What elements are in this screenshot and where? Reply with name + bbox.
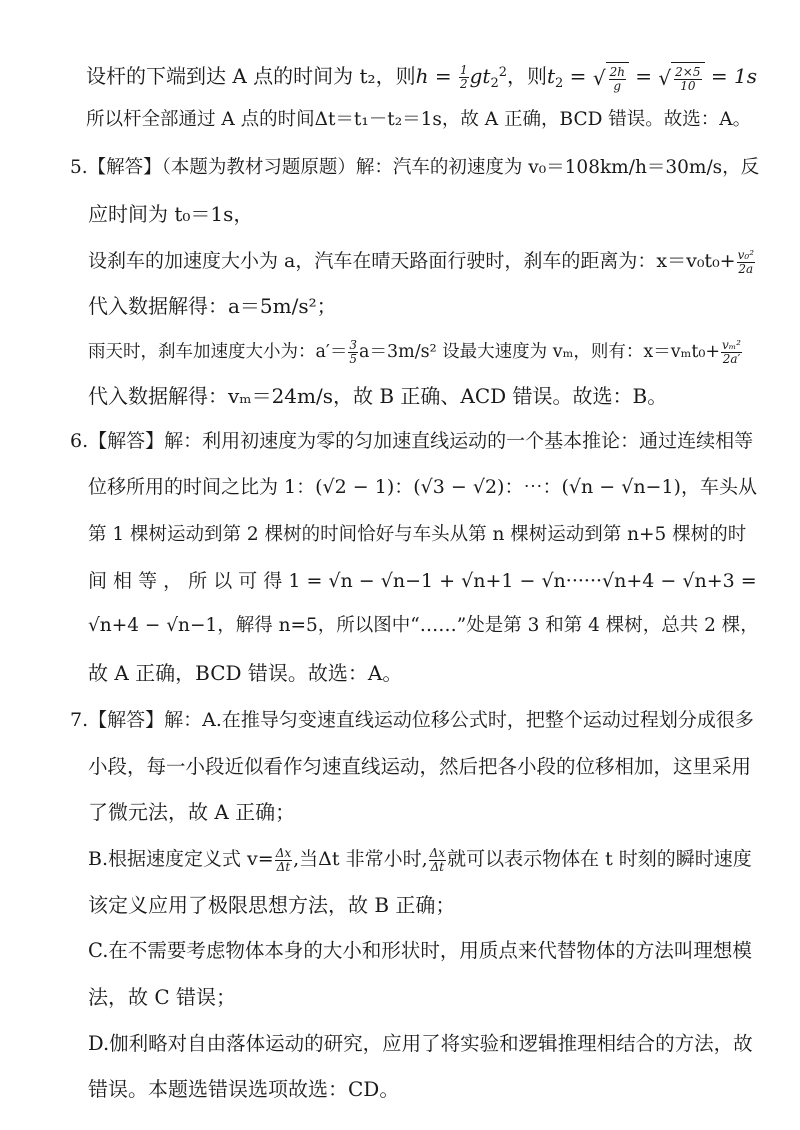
- line-6: 代入数据解得：a＝5m/s²；: [88, 294, 337, 318]
- line-16: 小段，每一小段近似看作匀速直线运动，然后把各小段的位移相加，这里采用: [88, 755, 752, 778]
- line-21: 法，故 C 错误；: [88, 985, 237, 1009]
- line-17: 了微元法，故 A 正确；: [88, 800, 296, 824]
- formula-sqrt-2: √ $\frac{2\times 5}{10}$: [658, 62, 704, 93]
- line-5: 设刹车的加速度大小为 a，汽车在晴天路面行驶时，刹车的距离为：x＝v₀t₀+ $\frac{\text{v₀²}}{2a}$: [88, 247, 755, 276]
- line-4: 应时间为 t₀＝1s，: [88, 202, 254, 226]
- line-9: 6.【解答】解：利用初速度为零的匀加速直线运动的一个基本推论：通过连续相等: [70, 430, 754, 452]
- line-2: 所以杆全部通过 A 点的时间Δt＝t₁－t₂＝1s，故 A 正确，BCD 错误。故选：A。: [86, 109, 752, 130]
- fraction-vmsq-2a: $\frac{\text{vₘ²}}{2a'}$: [722, 338, 741, 366]
- line-11: 第 1 棵树运动到第 2 棵树的时间恰好与车头从第 n 棵树运动到第 n+5 棵树的时: [88, 524, 747, 545]
- line-1: 设杆的下端到达 A 点的时间为 t₂，则h = $\frac{1}{2}$ $gt_2^2$，则$t_2$ = √ $\frac{2h}{g}$ = √ $\frac{2\times 5}{10}$ = 1s: [86, 63, 757, 93]
- line-13: √n+4 − √n−1，解得 n=5，所以图中“……”处是第 3 和第 4 棵树，总共 2 棵，: [88, 615, 759, 636]
- line-18: B.根据速度定义式 v= $\frac{\Delta x}{\Delta t}$ ,当Δt 非常小时, $\frac{\Delta x}{\Delta t}$ 就可以表示物体在 t 时刻的瞬时速度: [88, 845, 752, 874]
- formula-h: h: [415, 64, 429, 88]
- line-19: 该定义应用了极限思想方法，故 B 正确；: [88, 893, 456, 917]
- formula-sqrt-1: √ $\frac{2h}{g}$: [593, 62, 629, 93]
- line-8: 代入数据解得：vₘ＝24m/s，故 B 正确、ACD 错误。故选：B。: [88, 384, 668, 408]
- line-1-text: 设杆的下端到达 A 点的时间为 t₂，则: [86, 64, 416, 88]
- line-20: C.在不需要考虑物体本身的大小和形状时，用质点来代替物体的方法叫理想模: [88, 939, 752, 962]
- line-12: 间 相 等 ， 所 以 可 得 1 = √n − √n−1 + √n+1 − √n······√n+4 − √n+3 =: [88, 570, 757, 592]
- line-10: 位移所用的时间之比为 1：(√2 − 1)：(√3 − √2)：⋯：(√n − √n−1)，车头从: [88, 476, 757, 498]
- fraction-dx-dt-2: $\frac{\Delta x}{\Delta t}$: [429, 845, 446, 874]
- fraction-v0sq-2a: $\frac{\text{v₀²}}{2a}$: [737, 247, 755, 276]
- line-23: 错误。本题选错误选项故选：CD。: [88, 1077, 400, 1101]
- fraction-3-5: $\frac{3}{5}$: [349, 338, 358, 366]
- line-7: 雨天时，刹车加速度大小为：a′＝ $\frac{3}{5}$ a＝3m/s² 设最大速度为 vₘ，则有：x＝vₘt₀+ $\frac{\text{vₘ²}}{2a'}$: [88, 338, 741, 366]
- line-3: 5.【解答】（本题为教材习题原题）解：汽车的初速度为 v₀＝108km/h＝30m/s，反: [70, 157, 760, 178]
- line-22: D.伽利略对自由落体运动的研究，应用了将实验和逻辑推理相结合的方法，故: [88, 1032, 753, 1055]
- line-14: 故 A 正确，BCD 错误。故选：A。: [88, 661, 403, 685]
- line-15: 7.【解答】解：A.在推导匀变速直线运动位移公式时，把整个运动过程划分成很多: [70, 709, 754, 731]
- line-1-mid: ，则: [507, 64, 547, 88]
- fraction-dx-dt-1: $\frac{\Delta x}{\Delta t}$: [275, 845, 292, 874]
